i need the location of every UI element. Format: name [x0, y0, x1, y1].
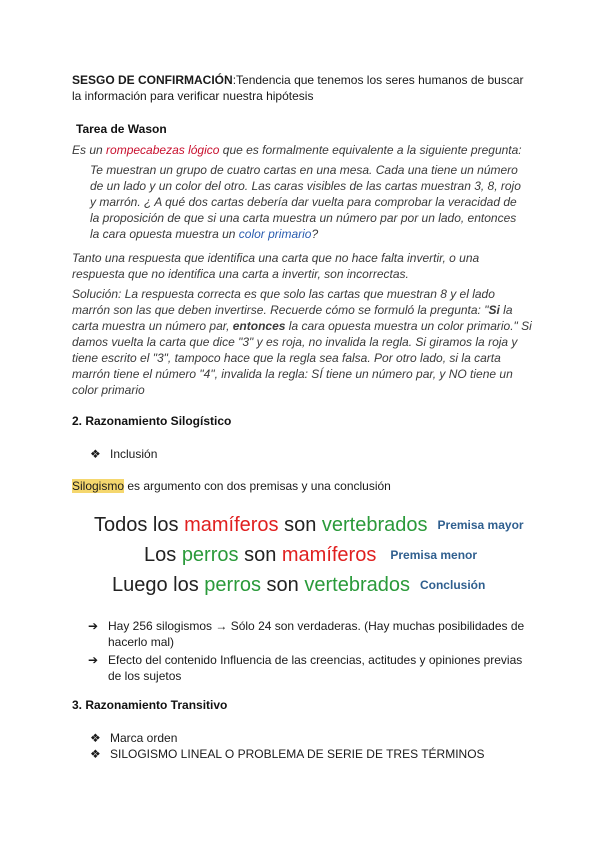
intro-term: SESGO DE CONFIRMACIÓN [72, 73, 233, 87]
line2-a: Los [144, 544, 182, 566]
wason-quote [90, 162, 528, 242]
wason-lead [72, 142, 532, 158]
arrow-bullet-icon: ➔ [88, 653, 99, 667]
silogismo-highlight: Silogismo [72, 479, 125, 493]
line2-d: mamíferos [281, 544, 377, 566]
wason-quote-link[interactable]: color primario [238, 227, 312, 241]
wason-quote-text: Te muestran un grupo de cuatro cartas en una mesa. Cada una tiene un número de un lado y un color del otro. Las caras visibles de las cartas muestran 3, 8, rojo y marrón. ¿ A qué dos cartas debería dar vuelta para comprobar la veracidad de la proposición de que si una carta muestra un número par por un lado, entonces la cara opuesta muestra un [90, 163, 521, 241]
arrow-item-2 [88, 652, 538, 684]
line3-a: Luego los [112, 574, 205, 596]
wason-lead-text-2: que es formalmente equivalente a la siguiente pregunta: [219, 143, 522, 157]
intro-definition: :Tendencia que tenemos los seres humanos de buscar la información para verificar nuestra hipótesis [72, 73, 524, 103]
bullet-silogismo-lineal [90, 746, 485, 762]
conclusion-label: Conclusión [419, 578, 486, 592]
syllogism-line-1 [94, 512, 524, 538]
solution-text-1: Solución: La respuesta correcta es que solo las cartas que muestran 8 y el lado marrón son las que deben invertirse. Recuerde cómo se formuló la pregunta: " [72, 287, 495, 317]
silogismo-definition [72, 478, 532, 494]
bullet-inclusion [90, 446, 157, 462]
arrow-item-1 [88, 618, 538, 650]
premisa-mayor-label: Premisa mayor [437, 518, 524, 532]
bullet-inclusion-text: Inclusión [110, 447, 158, 461]
bullet-silogismo-lineal-text: SILOGISMO LINEAL O PROBLEMA DE SERIE DE TRES TÉRMINOS [110, 747, 485, 761]
solution-text-3: la cara opuesta muestra un color primario." Si damos vuelta la carta que dice "3" y es roja, no invalida la regla. Si giramos la roja y tiene escrito el "3", tampoco hace que la regla sea falsa. Por otro lado, si la carta marrón tiene el número "4", invalida la regla: SÍ tiene un número par, y NO tiene un color primario [72, 319, 532, 397]
silogistico-title: 2. Razonamiento Silogístico [72, 414, 232, 428]
transitivo-title: 3. Razonamiento Transitivo [72, 698, 228, 712]
solution-entonces: entonces [232, 319, 286, 333]
wason-solution [72, 286, 532, 398]
line3-b: perros [204, 574, 261, 596]
wason-lead-text: Es un [72, 143, 107, 157]
wason-paragraph-2: Tanto una respuesta que identifica una carta que no hace falta invertir, o una respuesta que no identifica una carta a invertir, son incorrectas. [72, 251, 480, 281]
syllogism-line-2 [144, 542, 477, 568]
line1-d: vertebrados [321, 514, 428, 536]
line3-d: vertebrados [304, 574, 410, 596]
bullet-marca-orden-text: Marca orden [110, 731, 178, 745]
solution-si: Si [488, 303, 500, 317]
diamond-bullet-icon: ❖ [90, 447, 101, 461]
arrow-item-2-text: Efecto del contenido Influencia de las creencias, actitudes y opiniones previas de los sujetos [108, 653, 523, 683]
silogismo-definition-text: es argumento con dos premisas y una conclusión [124, 479, 391, 493]
line1-b: mamíferos [184, 514, 279, 536]
wason-lead-link[interactable]: rompecabezas lógico [106, 143, 220, 157]
arrow-item-1-text: Hay 256 silogismos → Sólo 24 son verdaderas. (Hay muchas posibilidades de hacerlo mal) [108, 619, 525, 649]
line1-c: son [278, 514, 322, 536]
premisa-menor-label: Premisa menor [390, 548, 478, 562]
line3-c: son [261, 574, 305, 596]
syllogism-line-3 [112, 572, 485, 598]
arrow-bullet-icon: ➔ [88, 619, 99, 633]
line1-a: Todos los [94, 514, 185, 536]
wason-quote-end: ? [311, 227, 319, 241]
bullet-marca-orden [90, 730, 177, 746]
intro-paragraph [72, 72, 532, 104]
line2-b: perros [181, 544, 239, 566]
solution-text-2: la carta muestra un número par, [72, 303, 513, 333]
diamond-bullet-icon: ❖ [90, 747, 101, 761]
diamond-bullet-icon: ❖ [90, 731, 101, 745]
wason-title: Tarea de Wason [76, 122, 167, 136]
line2-c: son [238, 544, 282, 566]
